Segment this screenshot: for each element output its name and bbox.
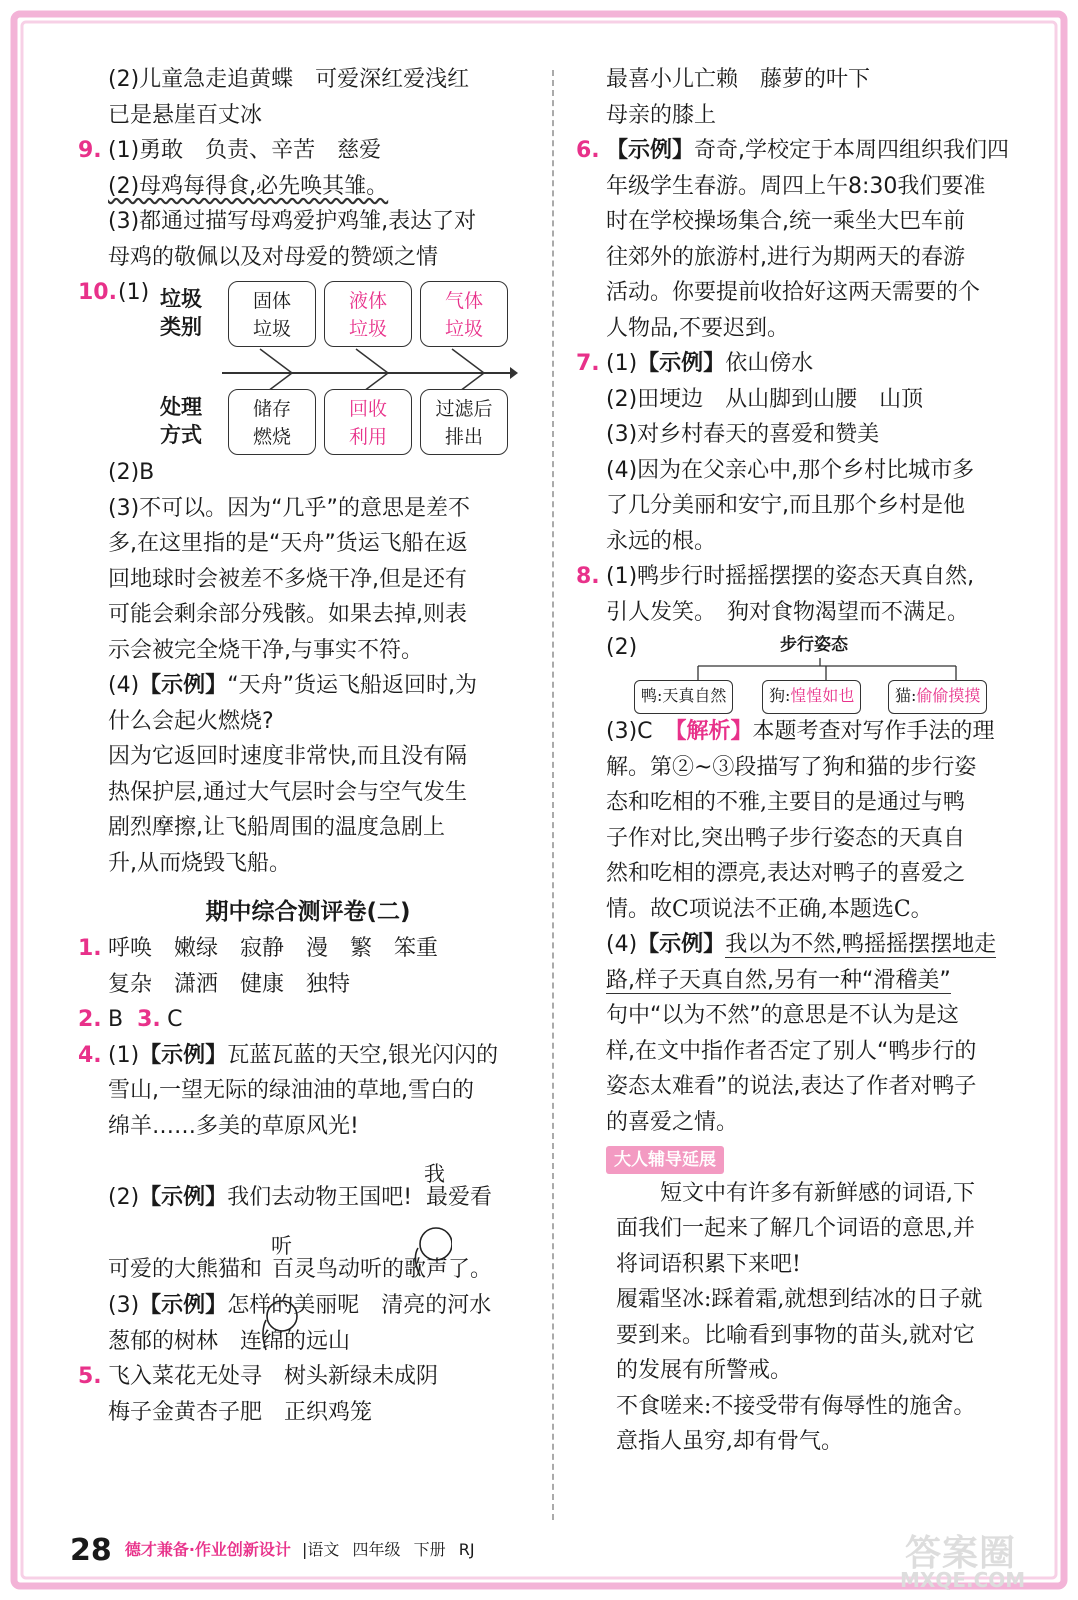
left-column: (2)儿童急走追黄蝶 可爱深红爱浅红 已是悬崖百丈冰 9. (1)勇敢 负责、辛苦 慈爱 (2)母鸡每得食,必先唤其雏。 (3)都通过描写母鸡爱护鸡雏,表达了对 母鸡的敬佩以及对母爱的赞颂之情 10.(1) 垃圾 类别 处理 方式 固体 垃圾 液体 垃圾 气体 垃圾 储存 燃烧 回收 利用 过滤后 排出 (2)B (3)不可以。因为“几乎”的意思是差不 多,在这里指的是“天舟”货运飞船在返 回地球时会被差不多烧干净,但是还有 可能会剩余部分残骸。如果去掉,则表 示会被完全烧干净,与事实不符。 (4)【示例】“天舟”货运飞船返回时,为 什么会起火燃烧? 因为它返回时速度非常快,而且没有隔 热保护层,通过大气层时会与空气发生 剧烈摩擦,让飞船周围的温度急剧上 升,从而烧毁飞船。 期中综合测评卷(二) 1. 呼唤 嫩绿 寂静 漫 繁 笨重 复杂 潇洒 健康 独特 2. B 3. C 4. (1)【示例】瓦蓝瓦蓝的天空,银光闪闪的 雪山,一望无际的绿油油的草地,雪白的 绵羊……多美的草原风光! (2)【示例】我们去动物王国吧! 我 最爱看 可爱的大熊猫和 听 百灵鸟动听的歌声了。 (3)【示例】怎样的美丽呢 清亮的河水 葱郁的树林 连绵的远山 5. 飞入菜花无处寻 树头新绿未成阴 梅子金黄杏子肥 正织鸡笼	[78, 62, 538, 1430]
question-4: 4. (1)【示例】瓦蓝瓦蓝的天空,银光闪闪的	[78, 1038, 538, 1074]
wavy-underlined-text: (2)母鸡每得食,必先唤其雏。	[108, 173, 389, 199]
gait-diagram: (2) 步行姿态 鸭:天真自然 狗:惶惶如也 猫:偷偷摸摸	[576, 630, 1036, 702]
answer-line: 已是悬崖百丈冰	[108, 102, 263, 128]
question-number: 6.	[576, 138, 600, 163]
diagram-box: 储存 燃烧	[228, 389, 316, 455]
question-number: 9.	[78, 138, 102, 163]
diagram-box: 气体 垃圾	[420, 281, 508, 347]
page-number: 28	[70, 1533, 112, 1568]
example-tag: 【示例】	[637, 932, 726, 957]
question-number: 1.	[78, 936, 102, 961]
question-5: 5. 飞入菜花无处寻 树头新绿未成阴	[78, 1359, 538, 1395]
question-number: 7.	[576, 351, 600, 376]
right-column: 最喜小儿亡赖 藤萝的叶下 母亲的膝上 6. 【示例】奇奇,学校定于本周四组织我们四 年级学生春游。周四上午8:30我们要准 时在学校操场集合,统一乘坐大巴车前 往郊外的旅游村,进行为期两天的春游 活动。你要提前收拾好这两天需要的个 人物品,不要迟到。 7. (1)【示例】依山傍水 (2)田埂边 从山脚到山腰 山顶 (3)对乡村春天的喜爱和赞美 (4)因为在父亲心中,那个乡村比城市多 了几分美丽和安宁,而且那个乡村是他 永远的根。 8. (1)鸭步行时摇摇摆摆的姿态天真自然, 引人发笑。 狗对食物渴望而不满足。 (2) 步行姿态 鸭:天真自然 狗:惶惶如也 猫:偷偷摸摸 (3)C 【解析】本题考查对写作手法的理 解。第②~③段描写了狗和猫的步行姿 态和吃相的不雅,主要目的是通过与鸭 子作对比,突出鸭子步行姿态的天真自 然和吃相的漂亮,表达对鸭子的喜爱之 情。故C项说法不正确,本题选C。 (4)【示例】我以为不然,鸭摇摇摆摆地走 路,样子天真自然,另有一种“滑稽美” 句中“以为不然”的意思是不认为是这 样,在文中指作者否定了别人“鸭步行的 姿态太难看”的说法,表达了作者对鸭子 的喜爱之情。 大人辅导延展 短文中有许多有新鲜感的词语,下 面我们一起来了解几个词语的意思,并 将词语积累下来吧! 履霜坚冰:踩着霜,就想到结冰的日子就 要到来。比喻看到事物的苗头,就对它 的发展有所警戒。 不食嗟来:不接受带有侮辱性的施舍。 意指人虽穷,却有骨气。	[576, 62, 1036, 1460]
gait-box-cat: 猫:偷偷摸摸	[888, 680, 987, 714]
question-8: 8. (1)鸭步行时摇摇摆摆的姿态天真自然,	[576, 559, 1036, 595]
question-1: 1. 呼唤 嫩绿 寂静 漫 繁 笨重	[78, 931, 538, 967]
garbage-diagram: 10.(1) 垃圾 类别 处理 方式 固体 垃圾 液体 垃圾 气体 垃圾 储存 燃烧 回收 利用 过滤后 排出	[78, 275, 538, 455]
gait-box-duck: 鸭:天真自然	[634, 680, 733, 714]
column-divider	[552, 70, 554, 1520]
diagram-label: 处理 方式	[160, 395, 202, 447]
example-tag: 【示例】	[139, 1042, 228, 1068]
underlined-text: 路,样子天真自然,另有一种“滑稽美”	[606, 967, 951, 993]
diagram-box: 过滤后 排出	[420, 389, 508, 455]
page-footer: 28 德才兼备·作业创新设计 |语文 四年级 下册 RJ	[70, 1533, 475, 1568]
example-tag: 【示例】	[139, 673, 228, 698]
example-tag: 【示例】	[606, 138, 695, 163]
underlined-text: 我以为不然,鸭摇摇摆摆地走	[725, 932, 997, 957]
section-title: 期中综合测评卷(二)	[205, 899, 411, 925]
diagram-connector	[636, 658, 1016, 682]
question-2-3: 2. B 3. C	[78, 1002, 538, 1038]
example-tag: 【示例】	[139, 1293, 228, 1318]
question-9: 9. (1)勇敢 负责、辛苦 慈爱	[78, 133, 538, 169]
watermark-url: MXQE.COM	[900, 1568, 1026, 1592]
question-6: 6. 【示例】奇奇,学校定于本周四组织我们四	[576, 133, 1036, 169]
question-number: 10.	[78, 280, 117, 305]
analysis-tag: 【解析】	[664, 719, 753, 744]
question-number: 3.	[137, 1007, 161, 1032]
diagram-box: 液体 垃圾	[324, 281, 412, 347]
gait-box-dog: 狗:惶惶如也	[762, 680, 861, 714]
question-number: 4.	[78, 1042, 102, 1068]
diagram-box: 回收 利用	[324, 389, 412, 455]
question-7: 7. (1)【示例】依山傍水	[576, 346, 1036, 382]
question-number: 5.	[78, 1364, 102, 1389]
question-number: 8.	[576, 564, 600, 589]
tutor-extension-badge: 大人辅导延展	[606, 1146, 724, 1174]
question-number: 2.	[78, 1007, 102, 1032]
diagram-title: 步行姿态	[780, 635, 848, 655]
example-tag: 【示例】	[139, 1185, 228, 1210]
series-name: 德才兼备·作业创新设计	[124, 1540, 291, 1559]
example-tag: 【示例】	[637, 351, 726, 376]
watermark-logo: 答案圈	[905, 1533, 1017, 1574]
diagram-label: 垃圾 类别	[160, 287, 202, 339]
answer-line: (2)儿童急走追黄蝶 可爱深红爱浅红	[108, 67, 470, 92]
diagram-box: 固体 垃圾	[228, 281, 316, 347]
